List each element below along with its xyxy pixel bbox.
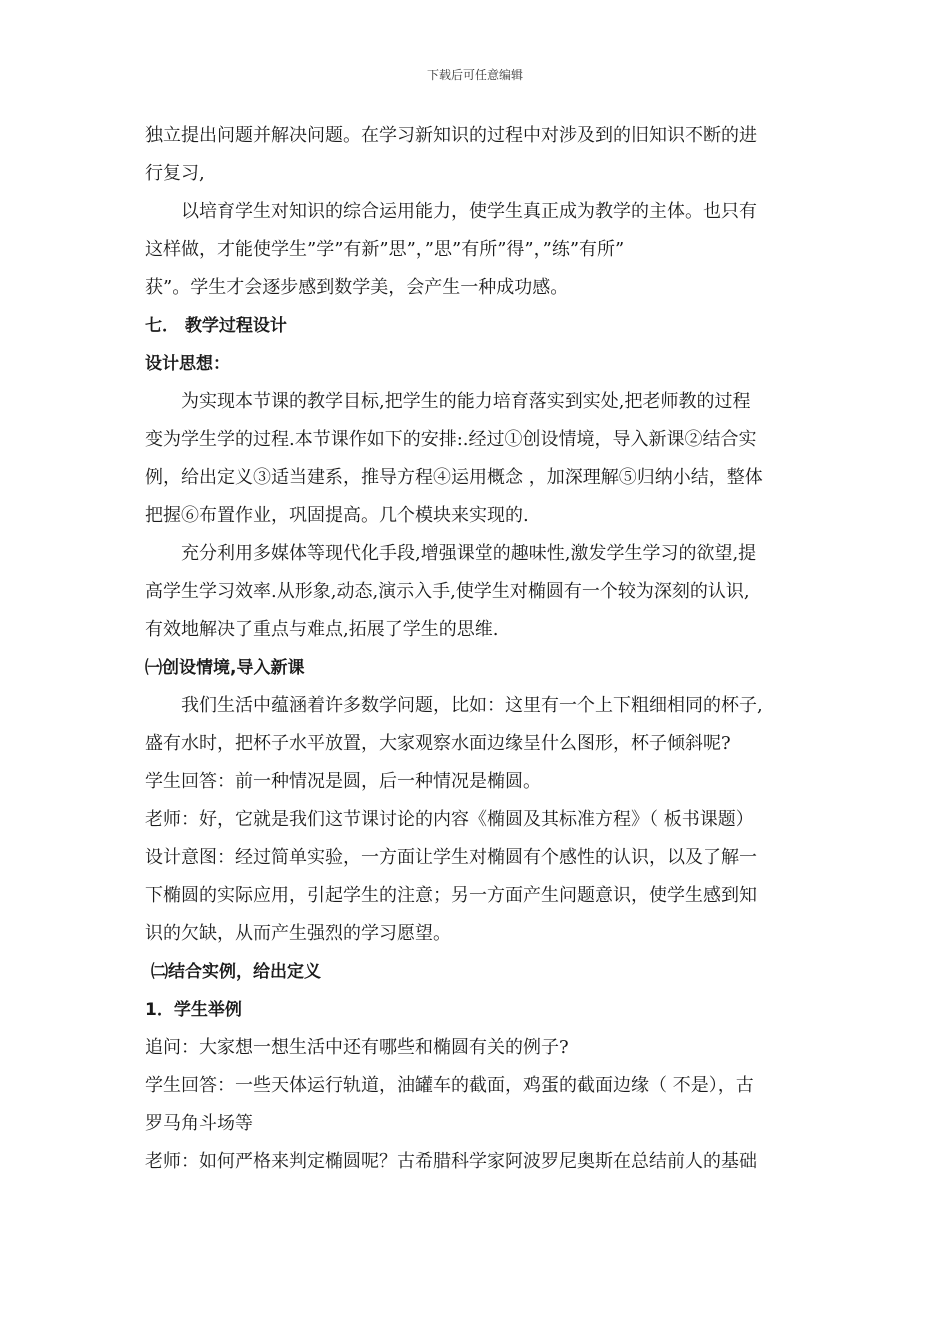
student-answer-line: 学生回答：前一种情况是圆，后一种情况是椭圆。: [145, 771, 541, 792]
paragraph-line: 充分利用多媒体等现代化手段,增强课堂的趣味性,激发学生学习的欲望,提: [181, 543, 757, 564]
paragraph-line: 为实现本节课的教学目标,把学生的能力培育落实到实处,把老师教的过程: [181, 391, 751, 412]
paragraph-line: 罗马角斗场等: [145, 1113, 253, 1134]
teacher-line: 老师：好，它就是我们这节课讨论的内容《椭圆及其标准方程》（ 板书课题）: [145, 809, 754, 830]
paragraph-line: 把握⑥布置作业，巩固提高。几个模块来实现的.: [145, 505, 529, 526]
teacher-line: 老师：如何严格来判定椭圆呢？古希腊科学家阿波罗尼奥斯在总结前人的基础: [145, 1151, 757, 1172]
paragraph-line: 识的欠缺，从而产生强烈的学习愿望。: [145, 923, 451, 944]
paragraph-line: 独立提出问题并解决问题。在学习新知识的过程中对涉及到的旧知识不断的进: [145, 125, 757, 146]
page-header: 下载后可任意编辑: [426, 68, 523, 82]
paragraph-line: 有效地解决了重点与难点,拓展了学生的思维.: [145, 619, 499, 640]
design-idea-heading: 设计思想：: [145, 354, 230, 374]
paragraph-line: 例，给出定义③适当建系，推导方程④运用概念 ，加深理解⑤归纳小结，整体: [145, 467, 763, 488]
student-answer-line: 学生回答：一些天体运行轨道，油罐车的截面，鸡蛋的截面边缘（ 不是），古: [145, 1075, 754, 1096]
paragraph-line: 盛有水时，把杯子水平放置，大家观察水面边缘呈什么图形，杯子倾斜呢?: [145, 733, 731, 754]
paragraph-line: 我们生活中蕴涵着许多数学问题，比如：这里有一个上下粗细相同的杯子,: [181, 695, 763, 716]
paragraph-line: 这样做，才能使学生”学”有新”思”，”思”有所”得”，”练”有所”: [145, 239, 625, 260]
subsection-heading-one: ㈠创设情境,导入新课: [145, 658, 305, 678]
paragraph-line: 获”。学生才会逐步感到数学美，会产生一种成功感。: [145, 277, 569, 298]
paragraph-line: 以培育学生对知识的综合运用能力，使学生真正成为教学的主体。也只有: [181, 201, 757, 222]
paragraph-line: 变为学生学的过程.本节课作如下的安排:.经过①创设情境，导入新课②结合实: [145, 429, 757, 450]
document-body: [145, 117, 810, 1181]
paragraph-line: 行复习,: [145, 163, 205, 184]
item-heading-1: 1．学生举例: [145, 1000, 242, 1020]
subsection-heading-two: ㈡结合实例，给出定义: [151, 962, 321, 982]
paragraph-line: 下椭圆的实际应用，引起学生的注意；另一方面产生问题意识，使学生感到知: [145, 885, 757, 906]
design-intent-line: 设计意图：经过简单实验，一方面让学生对椭圆有个感性的认识，以及了解一: [145, 847, 757, 868]
section-heading-seven: 七． 教学过程设计: [145, 316, 287, 336]
follow-up-question-line: 追问：大家想一想生活中还有哪些和椭圆有关的例子?: [145, 1037, 569, 1058]
paragraph-line: 高学生学习效率.从形象,动态,演示入手,使学生对椭圆有一个较为深刻的认识,: [145, 581, 750, 602]
